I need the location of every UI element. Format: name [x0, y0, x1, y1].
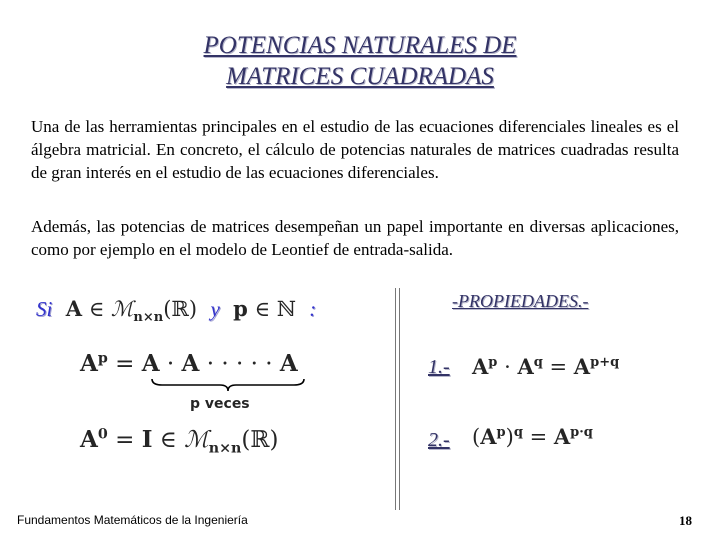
underbrace: [150, 378, 306, 392]
slide-title: [0, 30, 720, 92]
footer-text: Fundamentos Matemáticos de la Ingeniería: [17, 513, 248, 527]
property-2-number: 2.-: [428, 429, 450, 451]
zero-power-formula: $A^0 = I$ ∈ ℳ$_{n\times n}$(ℝ): [80, 426, 279, 457]
si-label: Si: [36, 297, 53, 321]
brace-label: p veces: [190, 396, 250, 412]
properties-heading: -PROPIEDADES.-: [452, 291, 589, 311]
colon-label: :: [309, 297, 317, 321]
property-1-number: 1.-: [428, 356, 450, 378]
paragraph-applications: Además, las potencias de matrices desempeñan un papel importante en diversas aplicaciones, como por ejemplo en el modelo de Leontief de entrada-salida.: [31, 217, 679, 259]
vertical-divider: [395, 288, 400, 510]
definition-line: [36, 296, 316, 325]
page-number: 18: [679, 513, 692, 528]
power-definition-formula: $A^p = A \cdot A$ · · · · · A: [80, 350, 298, 377]
title-line-2: MATRICES CUADRADAS: [226, 63, 494, 90]
y-label: y: [210, 297, 220, 321]
paragraph-intro: Una de las herramientas principales en el estudio de las ecuaciones diferenciales lineales es el álgebra matricial. En concreto, el cálculo de potencias naturales de matrices cuadradas resulta de gran interés en el estudio de las ecuaciones diferenciales.: [31, 117, 679, 182]
title-line-1: POTENCIAS NATURALES DE: [203, 32, 517, 59]
property-1-formula: $A^p \cdot A^q = A^{p+q}$: [472, 354, 620, 379]
property-2-formula: $(A^p)^q = A^{p\cdot q}$: [472, 424, 593, 449]
natural-domain-formula: p ∈ ℕ: [233, 296, 303, 321]
matrix-domain-formula: A ∈ ℳ$_{n\times n}$(ℝ): [65, 296, 204, 326]
